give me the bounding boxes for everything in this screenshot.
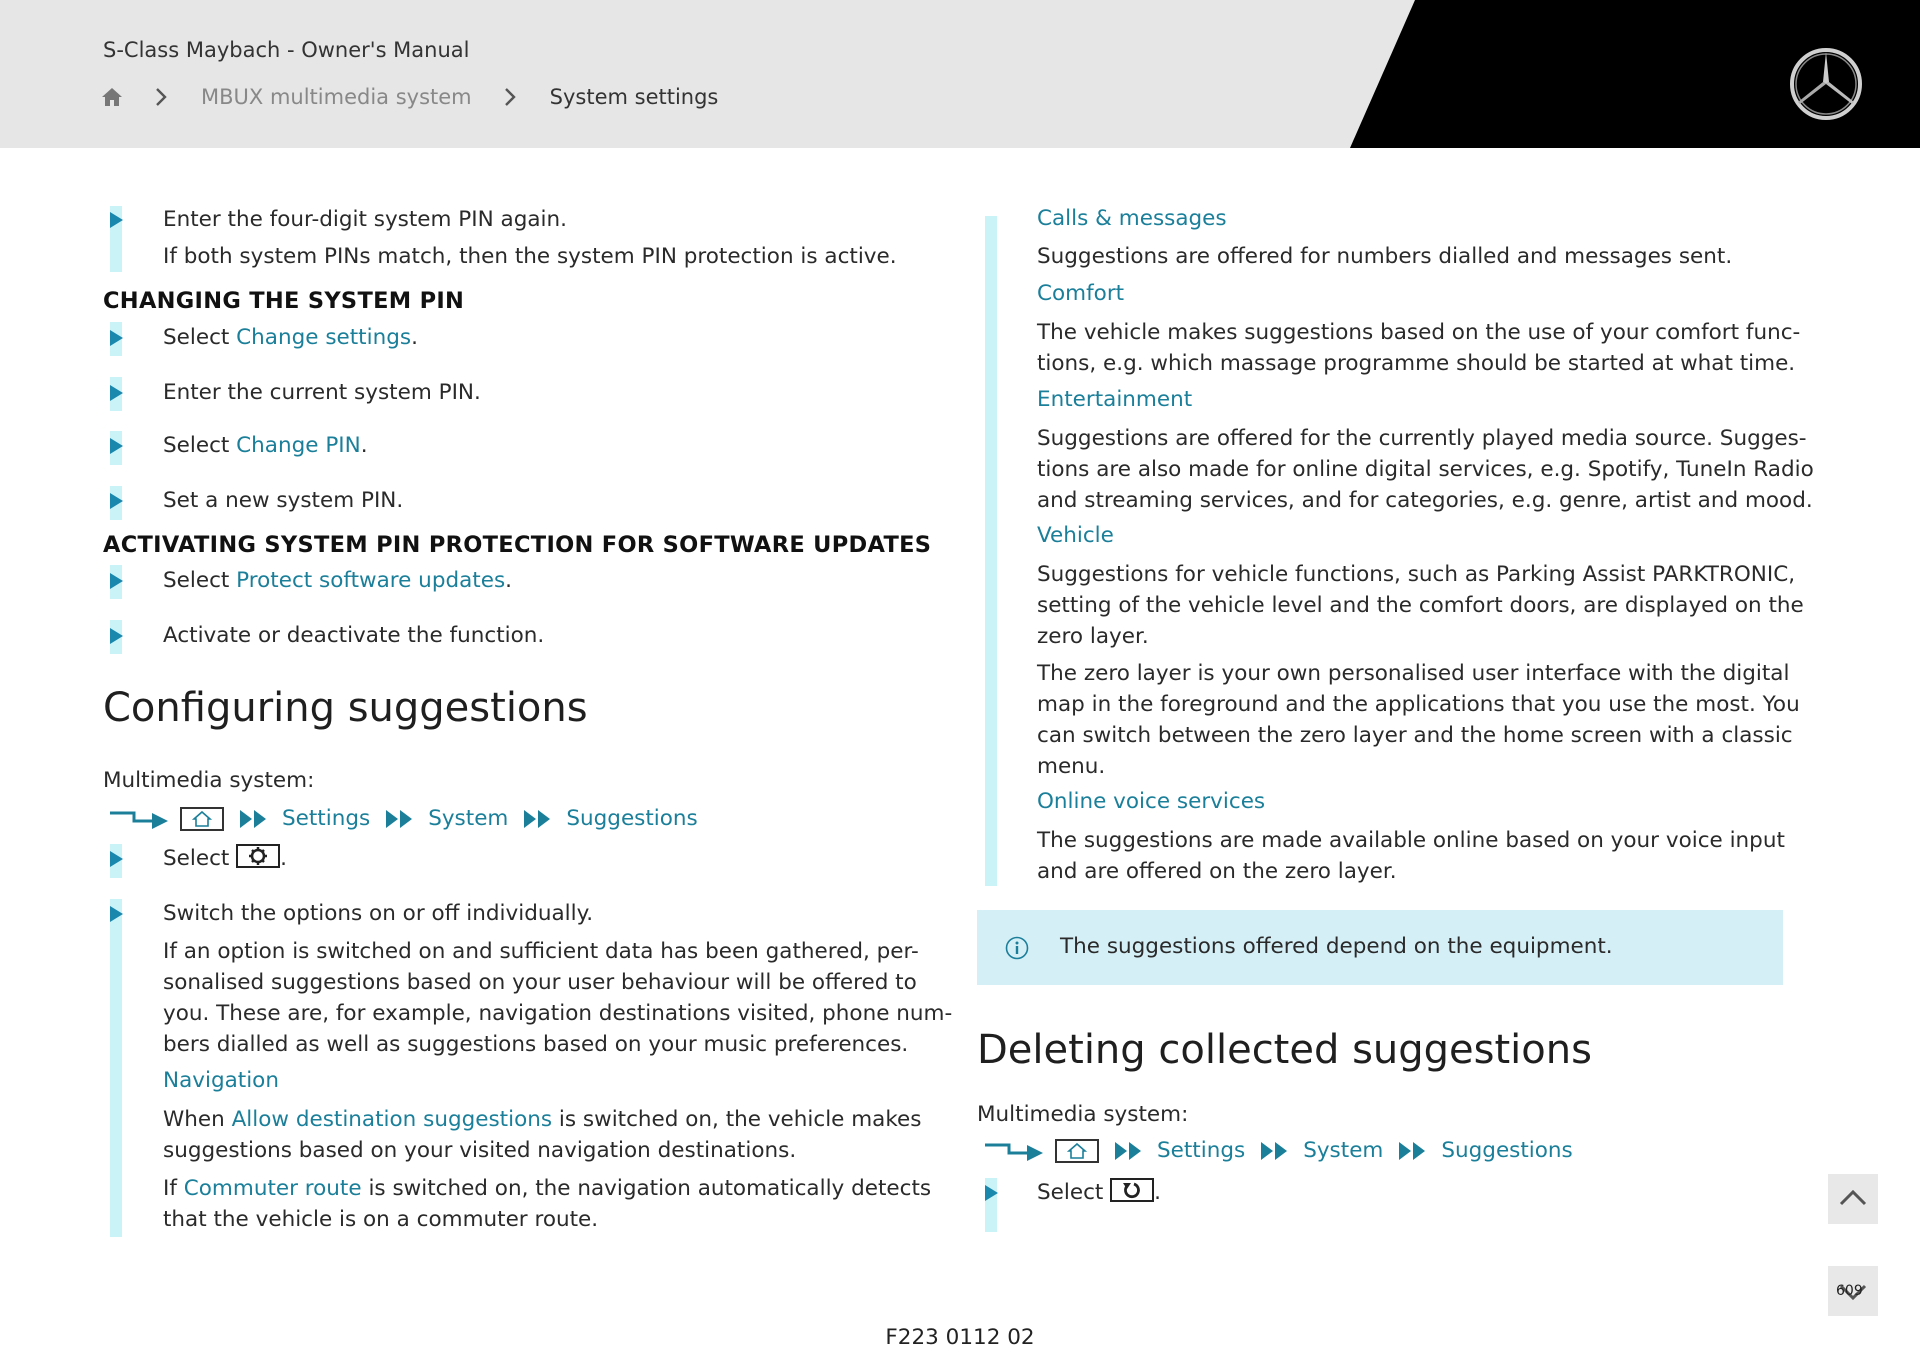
path-start-arrow-icon <box>983 1139 1045 1163</box>
subheading-entertainment: Entertainment <box>1037 387 1193 412</box>
text-period: . <box>1154 1180 1162 1205</box>
vehicle-line: zero layer. <box>1037 624 1149 649</box>
path-settings[interactable]: Settings <box>1157 1138 1246 1163</box>
info-note <box>977 910 1783 985</box>
zero-layer-line: can switch between the zero layer and the home screen with a classic <box>1037 723 1793 748</box>
double-arrow-icon <box>1113 1140 1145 1162</box>
link-commuter-route[interactable]: Commuter route <box>183 1176 362 1201</box>
entertainment-line: and streaming services, and for categories, e.g. genre, artist and mood. <box>1037 488 1813 513</box>
text-allow-rest: is switched on, the vehicle makes <box>558 1107 922 1132</box>
link-protect-software-updates[interactable]: Protect software updates <box>236 568 506 593</box>
subheading-online-voice: Online voice services <box>1037 789 1266 814</box>
path-system[interactable]: System <box>428 806 509 831</box>
heading-activating-pin: ACTIVATING SYSTEM PIN PROTECTION FOR SOFTWARE UPDATES <box>103 532 932 558</box>
zero-layer-line: map in the foreground and the applications that you use the most. You <box>1037 692 1800 717</box>
subheading-comfort: Comfort <box>1037 281 1125 306</box>
link-change-settings[interactable]: Change settings <box>236 325 412 350</box>
zero-layer-line: menu. <box>1037 754 1106 779</box>
calls-text: Suggestions are offered for numbers dialled and messages sent. <box>1037 244 1733 269</box>
para-line: sonalised suggestions based on your user behaviour will be offered to <box>163 970 917 995</box>
chevron-up-icon <box>1828 1174 1878 1224</box>
para-line: you. These are, for example, navigation destinations visited, phone num- <box>163 1001 953 1026</box>
text-select: Select <box>163 325 230 350</box>
reset-button-icon[interactable] <box>1110 1178 1154 1202</box>
vehicle-line: setting of the vehicle level and the comfort doors, are displayed on the <box>1037 593 1804 618</box>
double-arrow-icon <box>1259 1140 1291 1162</box>
text-select: Select <box>163 433 230 458</box>
para-line: bers dialled as well as suggestions based on your music preferences. <box>163 1032 909 1057</box>
step-set-new-pin: Set a new system PIN. <box>163 488 404 513</box>
section-title-configuring: Configuring suggestions <box>103 685 588 731</box>
para-line: If an option is switched on and sufficient data has been gathered, per- <box>163 939 919 964</box>
commuter-text-line2: that the vehicle is on a commuter route. <box>163 1207 599 1232</box>
entertainment-line: tions are also made for online digital services, e.g. Spotify, TuneIn Radio <box>1037 457 1814 482</box>
entertainment-line: Suggestions are offered for the currently played media source. Sugges- <box>1037 426 1807 451</box>
heading-changing-pin: CHANGING THE SYSTEM PIN <box>103 288 465 314</box>
navigation-text-line2: suggestions based on your visited navigation destinations. <box>163 1138 797 1163</box>
home-button-icon[interactable] <box>1055 1139 1099 1163</box>
section-title-deleting: Deleting collected suggestions <box>977 1027 1592 1073</box>
continuation-bar <box>985 216 997 886</box>
online-voice-line: The suggestions are made available online based on your voice input <box>1037 828 1785 853</box>
step-enter-pin-again: Enter the four-digit system PIN again. <box>163 207 567 232</box>
text-commuter-rest: is switched on, the navigation automatically detects <box>368 1176 932 1201</box>
text-select: Select <box>163 846 230 871</box>
text-period: . <box>505 568 512 593</box>
path-suggestions[interactable]: Suggestions <box>566 806 698 831</box>
online-voice-line: and are offered on the zero layer. <box>1037 859 1397 884</box>
step-enter-current-pin: Enter the current system PIN. <box>163 380 481 405</box>
link-change-pin[interactable]: Change PIN <box>236 433 361 458</box>
path-settings[interactable]: Settings <box>282 806 371 831</box>
comfort-line: The vehicle makes suggestions based on the use of your comfort func- <box>1037 320 1801 345</box>
step-activate-function: Activate or deactivate the function. <box>163 623 545 648</box>
path-suggestions[interactable]: Suggestions <box>1441 1138 1573 1163</box>
zero-layer-line: The zero layer is your own personalised user interface with the digital <box>1037 661 1790 686</box>
multimedia-label: Multimedia system: <box>103 768 315 793</box>
subheading-calls-messages: Calls & messages <box>1037 206 1227 231</box>
step-select-reset <box>1037 1178 1161 1209</box>
text-period: . <box>280 846 288 871</box>
step-marker <box>985 1185 998 1201</box>
step-switch-options: Switch the options on or off individually. <box>163 901 594 926</box>
path-system[interactable]: System <box>1303 1138 1384 1163</box>
scroll-up-button[interactable] <box>1828 1174 1878 1224</box>
text-period: . <box>360 433 368 458</box>
footer-code: F223 0112 02 <box>885 1325 1035 1350</box>
text-select: Select <box>1037 1180 1104 1205</box>
text-if: If <box>163 1176 177 1201</box>
info-text: The suggestions offered depend on the equipment. <box>1060 934 1613 959</box>
text-when: When <box>163 1107 225 1132</box>
comfort-line: tions, e.g. which massage programme should be started at what time. <box>1037 351 1796 376</box>
info-icon <box>1005 936 1029 960</box>
text-period: . <box>411 325 418 350</box>
multimedia-label-right: Multimedia system: <box>977 1102 1189 1127</box>
vehicle-line: Suggestions for vehicle functions, such as Parking Assist PARKTRONIC, <box>1037 562 1796 587</box>
breadcrumb-mbux[interactable]: MBUX multimedia system <box>201 85 472 109</box>
step-result: If both system PINs match, then the system PIN protection is active. <box>163 244 897 269</box>
text-select: Select <box>163 568 230 593</box>
page-number: 609 <box>1836 1283 1863 1299</box>
manual-title: S-Class Maybach - Owner's Manual <box>103 38 470 62</box>
subheading-vehicle: Vehicle <box>1037 523 1114 548</box>
menu-path-right <box>983 1138 1573 1163</box>
subheading-navigation: Navigation <box>163 1068 279 1093</box>
link-allow-destination-suggestions[interactable]: Allow destination suggestions <box>231 1107 553 1132</box>
double-arrow-icon <box>1397 1140 1429 1162</box>
breadcrumb-system-settings: System settings <box>549 85 719 109</box>
